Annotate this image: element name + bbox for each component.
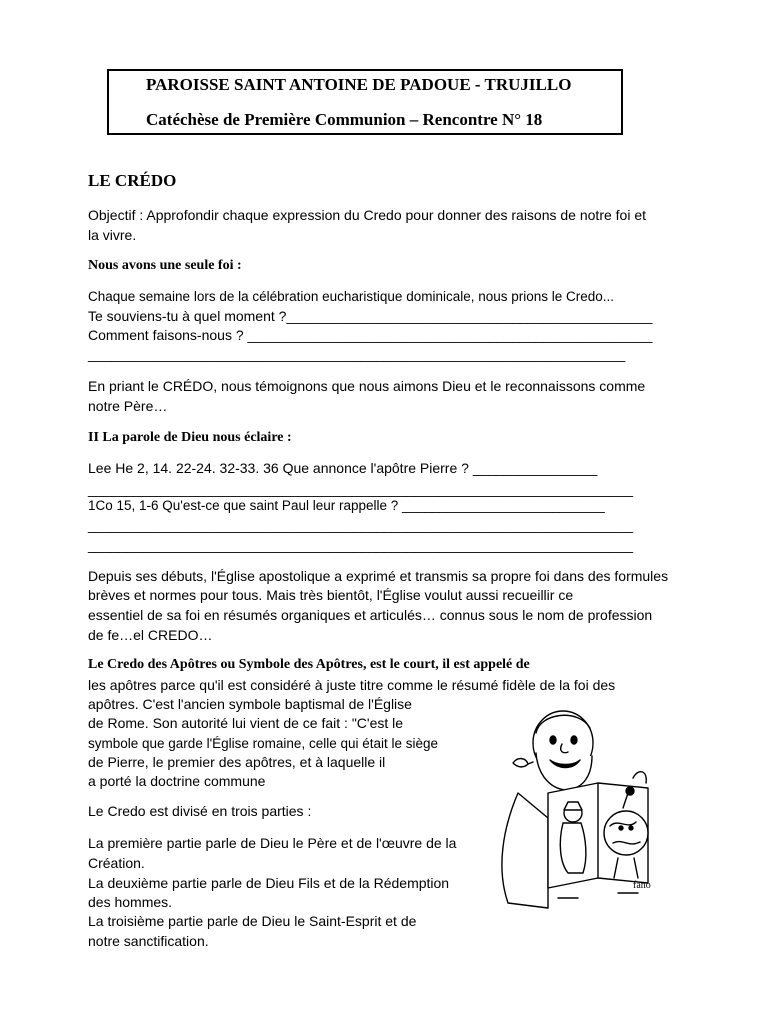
apostles-line-1: les apôtres parce qu'il est considéré à juste titre comme le résumé fidèle de la foi des	[88, 677, 616, 693]
parts-intro: Le Credo est divisé en trois parties :	[88, 803, 312, 819]
apostles-line-5: de Pierre, le premier des apôtres, et à laquelle il	[88, 754, 386, 770]
part2-line-1: La deuxième partie parle de Dieu Fils et de la Rédemption	[88, 875, 450, 891]
history-para-line-2: brèves et normes pour tous. Mais très bientôt, l'Église voulut aussi recueillir ce	[88, 587, 574, 603]
apostle-illustration-svg	[478, 698, 678, 920]
question-when: Te souviens-tu à quel moment ?_______________________________________________	[88, 308, 653, 324]
objective-line-2: la vivre.	[88, 227, 137, 243]
objective-line-1: Objectif : Approfondir chaque expression du Credo pour donner des raisons de notre foi et	[88, 207, 647, 223]
credo-para-line-2: notre Père…	[88, 398, 168, 414]
apostles-line-3: de Rome. Son autorité lui vient de ce fait : "C'est le	[88, 715, 404, 731]
answer-blank-line: ______________________________________________________________________	[88, 517, 634, 533]
question-paul: 1Co 15, 1-6 Qu'est-ce que saint Paul leur rappelle ? ___________________________	[88, 498, 605, 513]
question-how: Comment faisons-nous ? ____________________________________________________	[88, 327, 653, 343]
section1-heading: Nous avons une seule foi :	[88, 258, 242, 273]
question-peter: Lee He 2, 14. 22-24. 32-33. 36 Que annonce l'apôtre Pierre ? ________________	[88, 460, 598, 476]
parish-title: PAROISSE SAINT ANTOINE DE PADOUE - TRUJILLO	[146, 75, 572, 94]
apostles-line-2: apôtres. C'est l'ancien symbole baptismal de l'Église	[88, 696, 412, 712]
history-para-line-3: essentiel de sa foi en résumés organiques et articulés… connus sous le nom de profession	[88, 607, 653, 623]
apostles-heading: Le Credo des Apôtres ou Symbole des Apôtres, est le court, il est appelé de	[88, 657, 530, 672]
part3-line-2: notre sanctification.	[88, 933, 209, 949]
illustration-signature: fano	[633, 880, 651, 891]
history-para-line-4: de fe…el CREDO…	[88, 627, 213, 643]
page-title: LE CRÉDO	[88, 171, 177, 190]
part3-line-1: La troisième partie parle de Dieu le Saint-Esprit et de	[88, 913, 417, 929]
section1-intro: Chaque semaine lors de la célébration eucharistique dominicale, nous prions le Credo...	[88, 289, 615, 304]
section2-heading: II La parole de Dieu nous éclaire :	[88, 430, 292, 445]
history-para-line-1: Depuis ses débuts, l'Église apostolique a exprimé et transmis sa propre foi dans des formules	[88, 568, 669, 584]
apostles-line-6: a porté la doctrine commune	[88, 773, 266, 789]
part1-line-2: Création.	[88, 855, 145, 871]
answer-blank-line: _____________________________________________________________________	[88, 346, 626, 362]
part2-line-2: des hommes.	[88, 894, 173, 910]
credo-para-line-1: En priant le CRÉDO, nous témoignons que nous aimons Dieu et le reconnaissons comme	[88, 378, 646, 394]
answer-blank-line: ______________________________________________________________________	[88, 481, 634, 497]
part1-line-1: La première partie parle de Dieu le Père et de l'œuvre de la	[88, 835, 457, 851]
answer-blank-line: ______________________________________________________________________	[88, 537, 634, 553]
session-title: Catéchèse de Première Communion – Rencontre N° 18	[146, 110, 543, 129]
apostles-line-4: symbole que garde l'Église romaine, celle qui était le siège	[88, 736, 439, 751]
apostle-holding-book-illustration	[478, 698, 678, 920]
